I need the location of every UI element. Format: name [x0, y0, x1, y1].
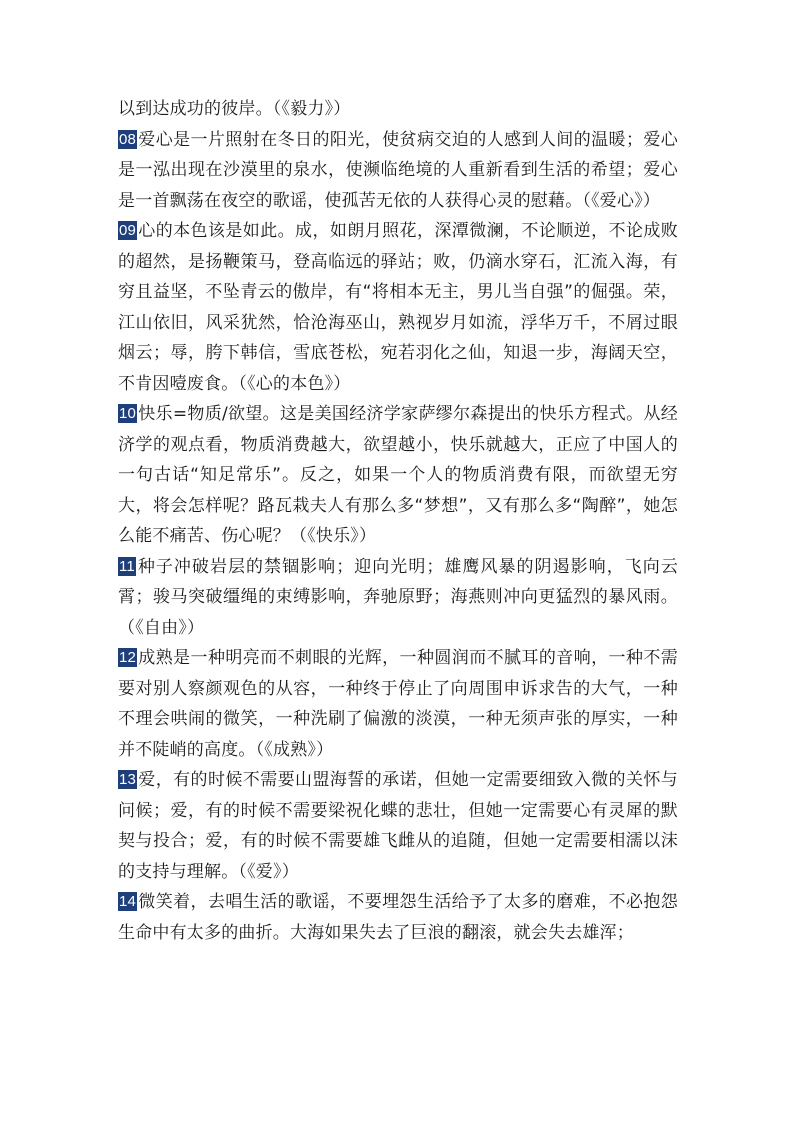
paragraph-09	[118, 216, 678, 399]
paragraph-text: 成熟是一种明亮而不刺眼的光辉，一种圆润而不腻耳的音响，一种不需要对别人察颜观色的从容，一种终于停止了向周围申诉求告的大气，一种不理会哄闹的微笑，一种洗刷了偏激的淡漠，一种无须声张的厚实，一种并不陡峭的高度。（《成熟》）	[118, 648, 678, 760]
paragraph-text: 种子冲破岩层的禁锢影响；迎向光明；雄鹰风暴的阴遏影响，飞向云霄；骏马突破缰绳的束缚影响，奔驰原野；海燕则冲向更猛烈的暴风雨。（《自由》）	[118, 556, 678, 638]
paragraph-14	[118, 887, 678, 948]
paragraph-text: 微笑着，去唱生活的歌谣，不要埋怨生活给予了太多的磨难，不必抱怨生命中有太多的曲折。大海如果失去了巨浪的翻滚，就会失去雄浑；	[118, 892, 678, 943]
paragraph-continued	[118, 94, 678, 125]
document-body	[118, 94, 678, 948]
paragraph-number-badge: 10	[119, 405, 137, 422]
paragraph-number-badge: 08	[119, 130, 137, 148]
paragraph-text: 心的本色该是如此。成，如朗月照花，深潭微澜，不论顺逆，不论成败的超然，是扬鞭策马，登高临远的驿站；败，仍滴水穿石，汇流入海，有穷且益坚，不坠青云的傲岸，有“将相本无主，男儿当自强”的倔强。荣，江山依旧，风采犹然，恰沧海巫山，熟视岁月如流，浮华万千，不屑过眼烟云；辱，胯下韩信，雪底苍松，宛若羽化之仙，知退一步，海阔天空，不肯因噎废食。（《心的本色》）	[118, 221, 678, 394]
paragraph-number-badge: 13	[119, 771, 137, 788]
paragraph-12	[118, 643, 678, 765]
paragraph-number-badge: 12	[119, 649, 137, 666]
paragraph-number-badge: 11	[119, 557, 135, 575]
paragraph-number-badge: 09	[119, 222, 137, 239]
paragraph-11	[118, 552, 678, 644]
paragraph-text: 爱，有的时候不需要山盟海誓的承诺，但她一定需要细致入微的关怀与问候；爱，有的时候不需要梁祝化蝶的悲壮，但她一定需要心有灵犀的默契与投合；爱，有的时候不需要雄飞雌从的追随，但她一定需要相濡以沫的支持与理解。（《爱》）	[118, 770, 678, 882]
paragraph-number-badge: 14	[119, 893, 137, 910]
paragraph-13	[118, 765, 678, 887]
paragraph-text: 快乐=物质/欲望。这是美国经济学家萨缪尔森提出的快乐方程式。从经济学的观点看，物质消费越大，欲望越小，快乐就越大，正应了中国人的一句古话“知足常乐”。反之，如果一个人的物质消费有限，而欲望无穷大，将会怎样呢？路瓦栽夫人有那么多“梦想”，又有那么多“陶醉”，她怎么能不痛苦、伤心呢？（《快乐》）	[118, 404, 678, 546]
paragraph-text: 以到达成功的彼岸。（《毅力》）	[118, 99, 351, 119]
paragraph-text: 爱心是一片照射在冬日的阳光，使贫病交迫的人感到人间的温暖；爱心是一泓出现在沙漠里的泉水，使濒临绝境的人重新看到生活的希望；爱心是一首飘荡在夜空的歌谣，使孤苦无依的人获得心灵的慰藉。（《爱心》）	[118, 129, 678, 211]
paragraph-08	[118, 125, 678, 217]
paragraph-10	[118, 399, 678, 552]
